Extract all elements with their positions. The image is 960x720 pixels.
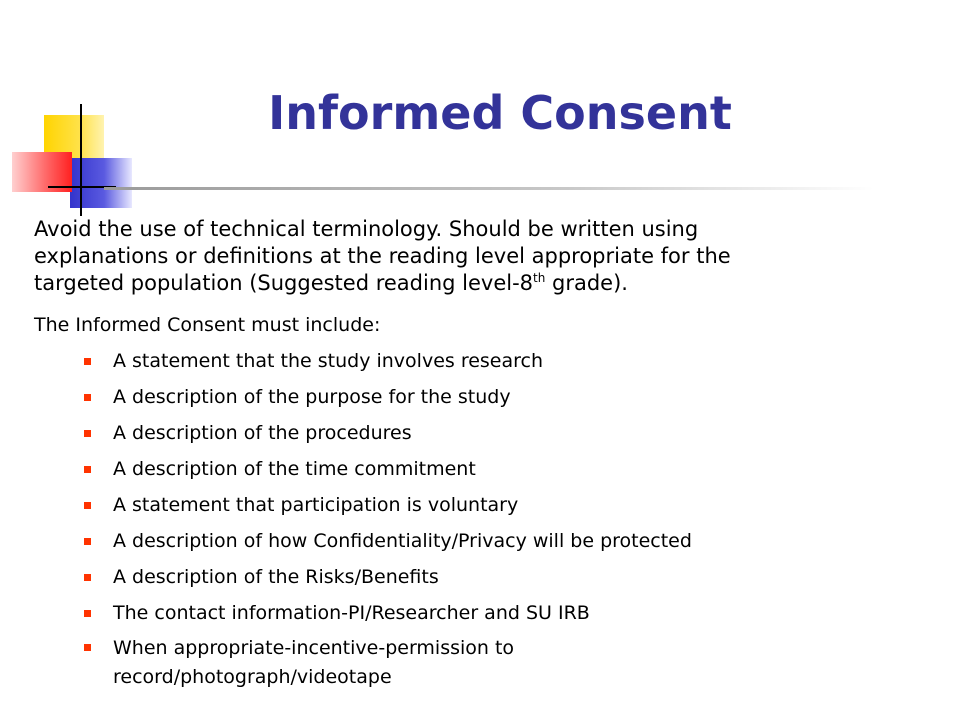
list-item-text: A statement that the study involves research — [113, 350, 544, 372]
square-bullet-icon — [84, 358, 91, 365]
list-item-text: When appropriate-incentive-permission to record/photograph/videotape — [113, 637, 515, 688]
list-item-text: A description of how Confidentiality/Privacy will be protected — [113, 530, 692, 552]
must-include-heading: The Informed Consent must include: — [34, 314, 381, 336]
intro-paragraph — [34, 216, 904, 297]
square-bullet-icon — [84, 644, 91, 651]
slide-title: Informed Consent — [268, 86, 732, 140]
list-item — [84, 634, 633, 692]
intro-line-1: Avoid the use of technical terminology. Should be written using — [34, 217, 699, 241]
list-item — [84, 348, 904, 374]
square-bullet-icon — [84, 538, 91, 545]
list-item-text: A description of the time commitment — [113, 458, 476, 480]
list-item-text: A description of the Risks/Benefits — [113, 566, 439, 588]
list-item-text: The contact information-PI/Researcher and SU IRB — [113, 602, 590, 624]
title-rule — [104, 187, 874, 190]
list-item — [84, 384, 904, 410]
intro-line-3: targeted population (Suggested reading level-8 — [34, 271, 534, 295]
intro-superscript: th — [533, 271, 546, 285]
logo-vertical-line — [80, 104, 82, 216]
square-bullet-icon — [84, 610, 91, 617]
list-item-text: A statement that participation is voluntary — [113, 494, 519, 516]
list-item-text: A description of the procedures — [113, 422, 412, 444]
list-item — [84, 528, 904, 554]
square-bullet-icon — [84, 502, 91, 509]
square-bullet-icon — [84, 574, 91, 581]
square-bullet-icon — [84, 430, 91, 437]
intro-line-3-end: grade). — [545, 271, 628, 295]
list-item — [84, 600, 904, 626]
square-bullet-icon — [84, 466, 91, 473]
list-item — [84, 564, 904, 590]
requirements-list — [84, 348, 904, 702]
list-item-text: A description of the purpose for the study — [113, 386, 511, 408]
list-item — [84, 492, 904, 518]
square-bullet-icon — [84, 394, 91, 401]
list-item — [84, 420, 904, 446]
list-item — [84, 456, 904, 482]
intro-line-2: explanations or definitions at the reading level appropriate for the — [34, 244, 731, 268]
